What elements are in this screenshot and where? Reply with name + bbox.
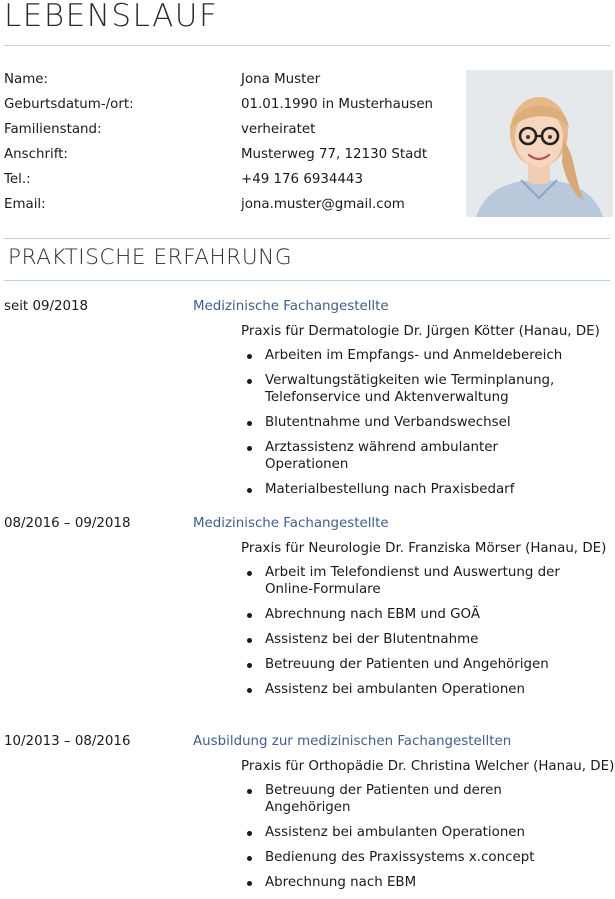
personal-row-address (4, 145, 454, 170)
bullet-icon (247, 379, 252, 384)
bullet-icon (247, 856, 252, 861)
section-title: PRAKTISCHE ERFAHRUNG (8, 245, 293, 270)
personal-value: verheiratet (241, 122, 316, 137)
bullet-icon (247, 638, 252, 643)
personal-value: 01.01.1990 in Musterhausen (241, 97, 434, 112)
personal-label: Geburtsdatum-/ort: (4, 97, 134, 112)
bullet-icon (247, 881, 252, 886)
task-text: Arbeit im Telefondienst und Auswertung der Online-Formulare (265, 565, 560, 597)
list-item (241, 606, 581, 623)
entry-job-title: Ausbildung zur medizinischen Fachangestellten (193, 734, 512, 749)
list-item (241, 849, 581, 866)
task-text: Abrechnung nach EBM und GOÄ (265, 607, 481, 622)
bullet-icon (247, 831, 252, 836)
personal-value: +49 176 6934443 (241, 172, 363, 187)
personal-label: Familienstand: (4, 122, 102, 137)
task-list (241, 347, 581, 506)
personal-label: Anschrift: (4, 147, 68, 162)
list-item (241, 824, 581, 841)
list-item (241, 481, 581, 498)
task-text: Assistenz bei ambulanten Operationen (265, 825, 526, 840)
task-text: Arbeiten im Empfangs- und Anmeldebereich (265, 348, 563, 363)
divider (4, 280, 610, 281)
personal-row-marital (4, 120, 454, 145)
entry-job-title: Medizinische Fachangestellte (193, 299, 389, 314)
personal-label: Email: (4, 197, 46, 212)
bullet-icon (247, 421, 252, 426)
entry-date: 10/2013 – 08/2016 (4, 734, 131, 749)
entry-date: 08/2016 – 09/2018 (4, 516, 131, 531)
task-text: Verwaltungstätigkeiten wie Terminplanung, Telefonservice und Aktenverwaltung (265, 373, 555, 405)
personal-label: Name: (4, 72, 49, 87)
bullet-icon (247, 571, 252, 576)
task-text: Betreuung der Patienten und Angehörigen (265, 657, 549, 672)
list-item (241, 631, 581, 648)
list-item (241, 656, 581, 673)
bullet-icon (247, 688, 252, 693)
bullet-icon (247, 789, 252, 794)
page-title: LEBENSLAUF (4, 0, 219, 34)
divider (4, 45, 610, 46)
list-item (241, 681, 581, 698)
portrait-icon (466, 70, 613, 217)
task-list (241, 782, 581, 899)
list-item (241, 372, 581, 406)
personal-row-email (4, 195, 454, 220)
task-text: Blutentnahme und Verbandswechsel (265, 415, 511, 430)
task-text: Materialbestellung nach Praxisbedarf (265, 482, 515, 497)
list-item (241, 414, 581, 431)
task-text: Arztassistenz während ambulanter Operationen (265, 440, 499, 472)
personal-details (4, 70, 454, 220)
personal-label: Tel.: (4, 172, 31, 187)
personal-value: jona.muster@gmail.com (241, 197, 405, 212)
personal-row-phone (4, 170, 454, 195)
list-item (241, 347, 581, 364)
task-text: Betreuung der Patienten und deren Angehörigen (265, 783, 502, 815)
personal-value: Jona Muster (241, 72, 321, 87)
bullet-icon (247, 446, 252, 451)
bullet-icon (247, 354, 252, 359)
task-text: Bedienung des Praxissystems x.concept (265, 850, 535, 865)
task-list (241, 564, 581, 706)
personal-row-name (4, 70, 454, 95)
task-text: Abrechnung nach EBM (265, 875, 417, 890)
list-item (241, 564, 581, 598)
entry-employer: Praxis für Dermatologie Dr. Jürgen Kötter (Hanau, DE) (241, 324, 600, 339)
divider (4, 238, 610, 239)
list-item (241, 874, 581, 891)
entry-employer: Praxis für Orthopädie Dr. Christina Welcher (Hanau, DE) (241, 759, 615, 774)
task-text: Assistenz bei ambulanten Operationen (265, 682, 526, 697)
entry-job-title: Medizinische Fachangestellte (193, 516, 389, 531)
list-item (241, 782, 581, 816)
entry-date: seit 09/2018 (4, 299, 89, 314)
bullet-icon (247, 613, 252, 618)
personal-value: Musterweg 77, 12130 Stadt (241, 147, 428, 162)
bullet-icon (247, 488, 252, 493)
task-text: Assistenz bei der Blutentnahme (265, 632, 479, 647)
list-item (241, 439, 581, 473)
profile-photo (466, 70, 613, 217)
entry-employer: Praxis für Neurologie Dr. Franziska Mörser (Hanau, DE) (241, 541, 607, 556)
personal-row-birth (4, 95, 454, 120)
bullet-icon (247, 663, 252, 668)
